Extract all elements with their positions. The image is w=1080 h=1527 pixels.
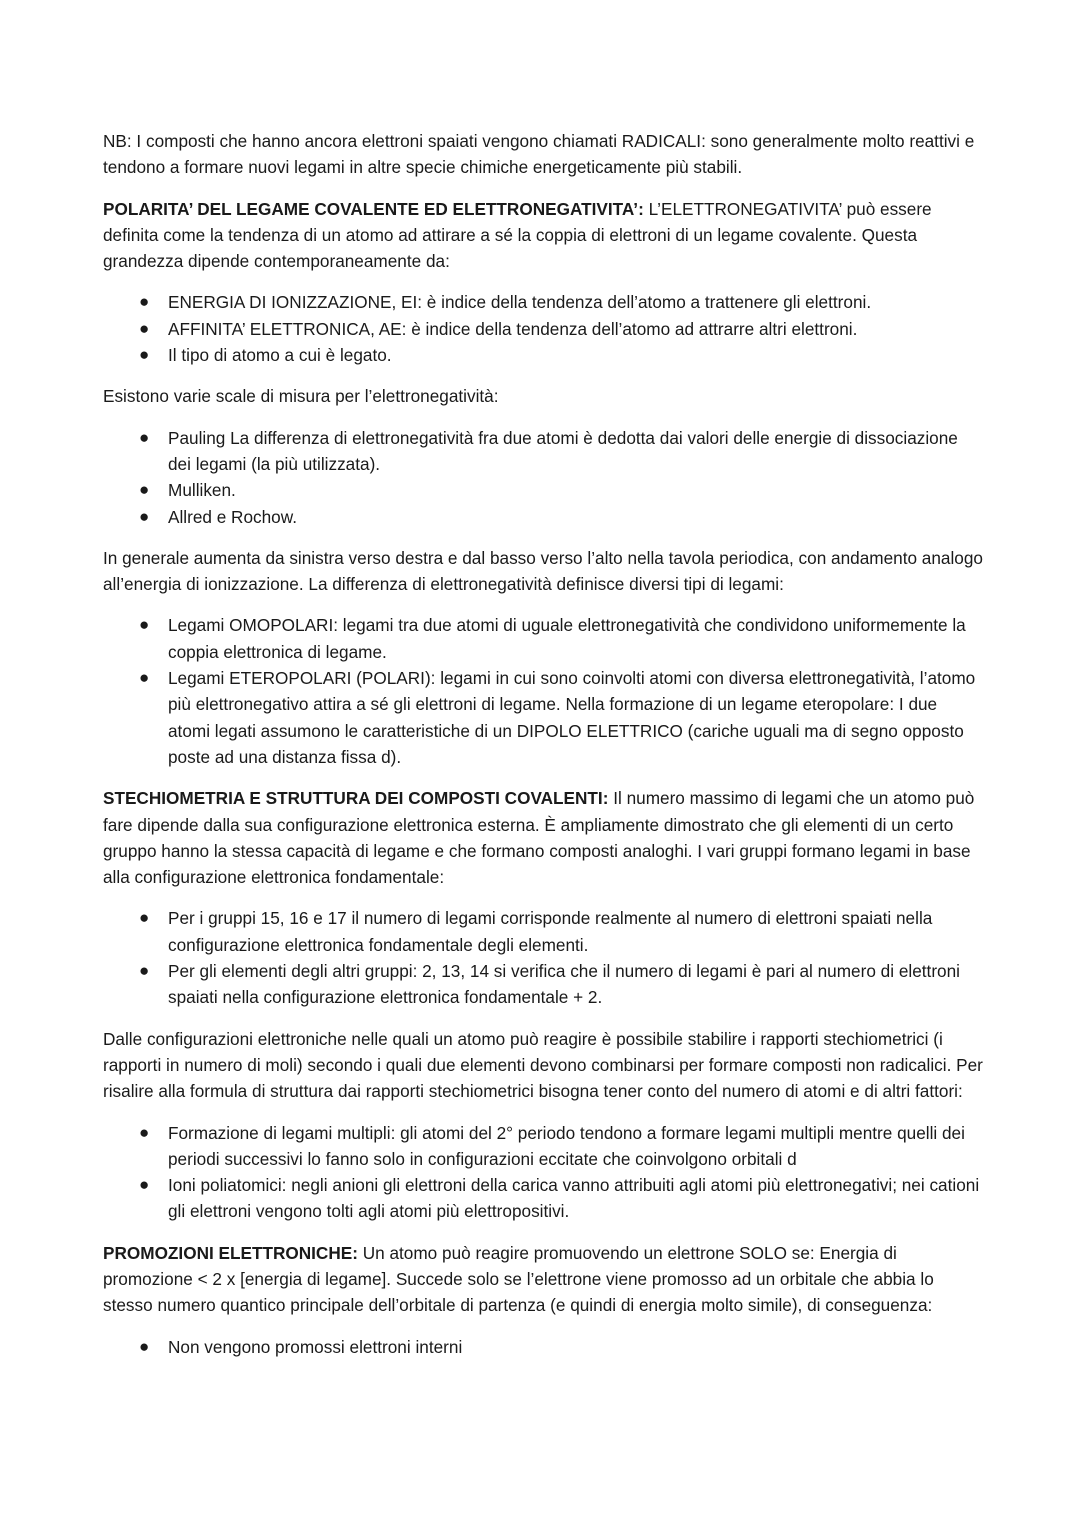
paragraph-scale: Esistono varie scale di misura per l’elettronegatività: bbox=[103, 386, 499, 407]
list-elettronegativita-factors bbox=[103, 289, 983, 368]
list-item: ● AFFINITA’ ELETTRONICA, AE: è indice della tendenza dell’atomo ad attrarre altri elettroni. bbox=[103, 316, 983, 342]
paragraph-configurazioni: Dalle configurazioni elettroniche nelle quali un atomo può reagire è possibile stabilire i rapporti stechiometrici (i rapporti in numero di moli) secondo i quali due elementi devono combinarsi per formare composti non radicalici. Per risalire alla formula di struttura dai rapporti stechiometrici bisogna tener conto del numero di atomi e di altri fattori: bbox=[103, 1028, 983, 1102]
bullet-icon: ● bbox=[139, 961, 150, 981]
list-gruppi bbox=[103, 905, 983, 1010]
list-item: ● Formazione di legami multipli: gli atomi del 2° periodo tendono a formare legami multipli mentre quelli dei periodi successivi lo fanno solo in configurazioni eccitate che coinvolgono orbitali d bbox=[103, 1120, 983, 1173]
paragraph-promozioni bbox=[103, 1240, 983, 1319]
list-item: ● ENERGIA DI IONIZZAZIONE, EI: è indice della tendenza dell’atomo a trattenere gli elettroni. bbox=[103, 289, 983, 315]
section-heading-promozioni: PROMOZIONI ELETTRONICHE: bbox=[103, 1242, 358, 1263]
list-item: ● Allred e Rochow. bbox=[103, 504, 983, 530]
list-conseguenze bbox=[103, 1334, 983, 1360]
list-item: ● Legami ETEROPOLARI (POLARI): legami in cui sono coinvolti atomi con diversa elettronegatività, l’atomo più elettronegativo attira a sé gli elettroni di legame. Nella formazione di un legame eteropolare: I due atomi legati assumono le caratteristiche di un DIPOLO ELETTRICO (cariche uguali ma di segno opposto poste ad una distanza fissa d). bbox=[103, 665, 983, 770]
list-tipi-legami bbox=[103, 612, 983, 770]
list-item: ● Ioni poliatomici: negli anioni gli elettroni della carica vanno attribuiti agli atomi più elettronegativi; nei cationi gli elettroni vengono tolti agli atomi più elettropositivi. bbox=[103, 1172, 983, 1225]
bullet-icon: ● bbox=[139, 318, 150, 338]
list-item: ● Per i gruppi 15, 16 e 17 il numero di legami corrisponde realmente al numero di elettroni spaiati nella configurazione elettronica fondamentale degli elementi. bbox=[103, 905, 983, 958]
bullet-icon: ● bbox=[139, 1122, 150, 1142]
paragraph-text: Un atomo può reagire promuovendo un elettrone SOLO se: Energia di promozione < 2 x [energia di legame]. Succede solo se l’elettrone viene promosso ad un orbitale che abbia lo stesso numero quantico principale dell’orbitale di partenza (e quindi di energia molto simile), di conseguenza: bbox=[103, 1242, 934, 1316]
paragraph-andamento: In generale aumenta da sinistra verso destra e dal basso verso l’alto nella tavola periodica, con andamento analogo all’energia di ionizzazione. La differenza di elettronegatività definisce diversi tipi di legami: bbox=[103, 547, 983, 595]
bullet-icon: ● bbox=[139, 908, 150, 928]
bullet-icon: ● bbox=[139, 1336, 150, 1356]
list-scale bbox=[103, 425, 983, 530]
list-item: ● Non vengono promossi elettroni interni bbox=[103, 1334, 983, 1360]
list-item: ● Per gli elementi degli altri gruppi: 2, 13, 14 si verifica che il numero di legami è pari al numero di elettroni spaiati nella configurazione elettronica fondamentale + 2. bbox=[103, 958, 983, 1011]
bullet-icon: ● bbox=[139, 1175, 150, 1195]
bullet-icon: ● bbox=[139, 480, 150, 500]
bullet-icon: ● bbox=[139, 427, 150, 447]
bullet-icon: ● bbox=[139, 506, 150, 526]
section-heading-stechiometria: STECHIOMETRIA E STRUTTURA DEI COMPOSTI COVALENTI: bbox=[103, 788, 609, 809]
bullet-icon: ● bbox=[139, 292, 150, 312]
list-item: ● Il tipo di atomo a cui è legato. bbox=[103, 342, 983, 368]
paragraph-stechiometria bbox=[103, 785, 983, 890]
document-page bbox=[103, 128, 983, 1375]
list-item: ● Mulliken. bbox=[103, 477, 983, 503]
list-item: ● Pauling La differenza di elettronegatività fra due atomi è dedotta dai valori delle energie di dissociazione dei legami (la più utilizzata). bbox=[103, 425, 983, 478]
bullet-icon: ● bbox=[139, 345, 150, 365]
radicali-note: NB: I composti che hanno ancora elettroni spaiati vengono chiamati RADICALI: sono generalmente molto reattivi e tendono a formare nuovi legami in altre specie chimiche energeticamente più stabili. bbox=[103, 131, 975, 178]
list-fattori bbox=[103, 1120, 983, 1225]
paragraph-text: L’ELETTRONEGATIVITA’ può essere definita come la tendenza di un atomo ad attirare a sé la coppia di elettroni di un legame covalente. Questa grandezza dipende contemporaneamente da: bbox=[103, 198, 932, 272]
bullet-icon: ● bbox=[139, 668, 150, 688]
list-item: ● Legami OMOPOLARI: legami tra due atomi di uguale elettronegatività che condividono uniformemente la coppia elettronica di legame. bbox=[103, 612, 983, 665]
paragraph-elettronegativita bbox=[103, 196, 983, 275]
bullet-icon: ● bbox=[139, 615, 150, 635]
section-heading-polarita: POLARITA’ DEL LEGAME COVALENTE ED ELETTRONEGATIVITA’: bbox=[103, 198, 644, 219]
paragraph-text: Il numero massimo di legami che un atomo può fare dipende dalla sua configurazione elettronica esterna. È ampliamente dimostrato che gli elementi di un certo gruppo hanno la stessa capacità di legame e che formano composti analoghi. I vari gruppi formano legami in base alla configurazione elettronica fondamentale: bbox=[103, 788, 975, 888]
